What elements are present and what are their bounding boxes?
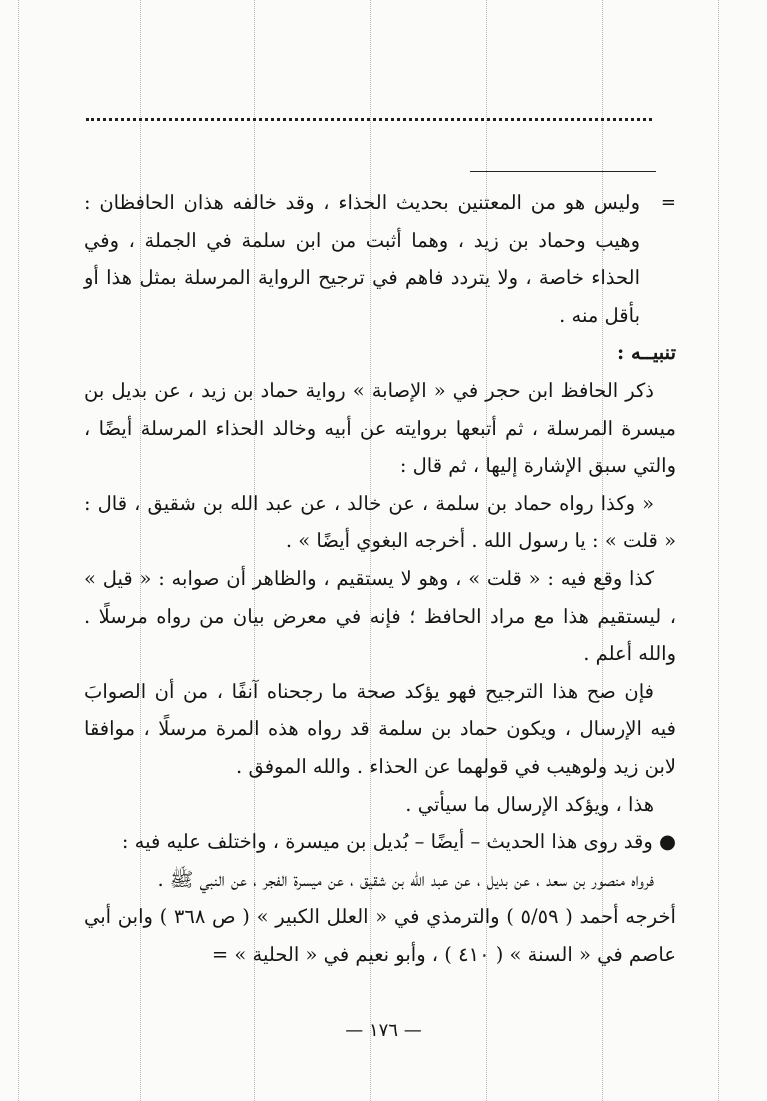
footnote-paragraph <box>84 184 676 334</box>
quote-paragraph: « وكذا رواه حماد بن سلمة ، عن خالد ، عن عبد الله بن شقيق ، قال : « قلت » : يا رسول الله . أخرجه البغوي أيضًا » . <box>84 491 676 553</box>
footnote-paragraph: ذكر الحافظ ابن حجر في « الإصابة » رواية حماد بن زيد ، عن بديل بن ميسرة المرسلة ، ثم أتبعها بروايته عن أبيه وخالد الحذاء المرسلة أيضًا ، والتي سبق الإشارة إليها ، ثم قال : <box>84 378 676 478</box>
scan-guide-line <box>718 0 719 1101</box>
paragraph-text: وليس هو من المعتنين بحديث الحذاء ، وقد خالفه هذان الحافظان : وهيب وحماد بن زيد ، وهما أثبت من ابن سلمة في الجملة ، وفي الحذاء خاصة ، ولا يتردد فاهم في ترجيح الرواية المرسلة بمثل هذا أو بأقل منه . <box>84 191 640 327</box>
footnote-paragraph: هذا ، ويؤكد الإرسال ما سيأتي . <box>405 792 654 816</box>
continuation-mark: = <box>660 192 676 213</box>
dotted-separator <box>86 118 652 121</box>
footnote-paragraph: كذا وقع فيه : « قلت » ، وهو لا يستقيم ، والظاهر أن صوابه : « قيل » ، ليستقيم هذا مع مراد الحافظ ؛ فإنه في معرض بيان من رواه مرسلًا . والله أعلم . <box>84 566 676 666</box>
notice-heading: تنبيــه : <box>617 341 676 365</box>
footnote-text <box>84 184 676 973</box>
scan-guide-line <box>18 0 19 1101</box>
bullet-paragraph: ● وقد روى هذا الحديث – أيضًا – بُديل بن ميسرة ، واختلف عليه فيه : <box>121 830 676 854</box>
footnote-paragraph: فإن صح هذا الترجيح فهو يؤكد صحة ما رجحناه آنفًا ، من أن الصوابَ فيه الإرسال ، ويكون حماد بن سلمة قد رواه هذه المرة مرسلًا ، موافقا لابن زيد ولوهيب في قولهما عن الحذاء . والله الموفق . <box>84 679 676 778</box>
citation-paragraph: أخرجه أحمد ( ٥/٥٩ ) والترمذي في « العلل الكبير » ( ص ٣٦٨ ) وابن أبي عاصم في « السنة » ( ٤١٠ ) ، وأبو نعيم في « الحلية » = <box>84 905 676 966</box>
page-number: — ١٧٦ — <box>345 1020 422 1041</box>
footnote-paragraph: فرواه منصور بن سعد ، عن بديل ، عن عبد الله بن شقيق ، عن ميسرة الفجر ، عن النبي ﷺ . <box>157 867 654 891</box>
footnote-rule <box>470 171 656 172</box>
